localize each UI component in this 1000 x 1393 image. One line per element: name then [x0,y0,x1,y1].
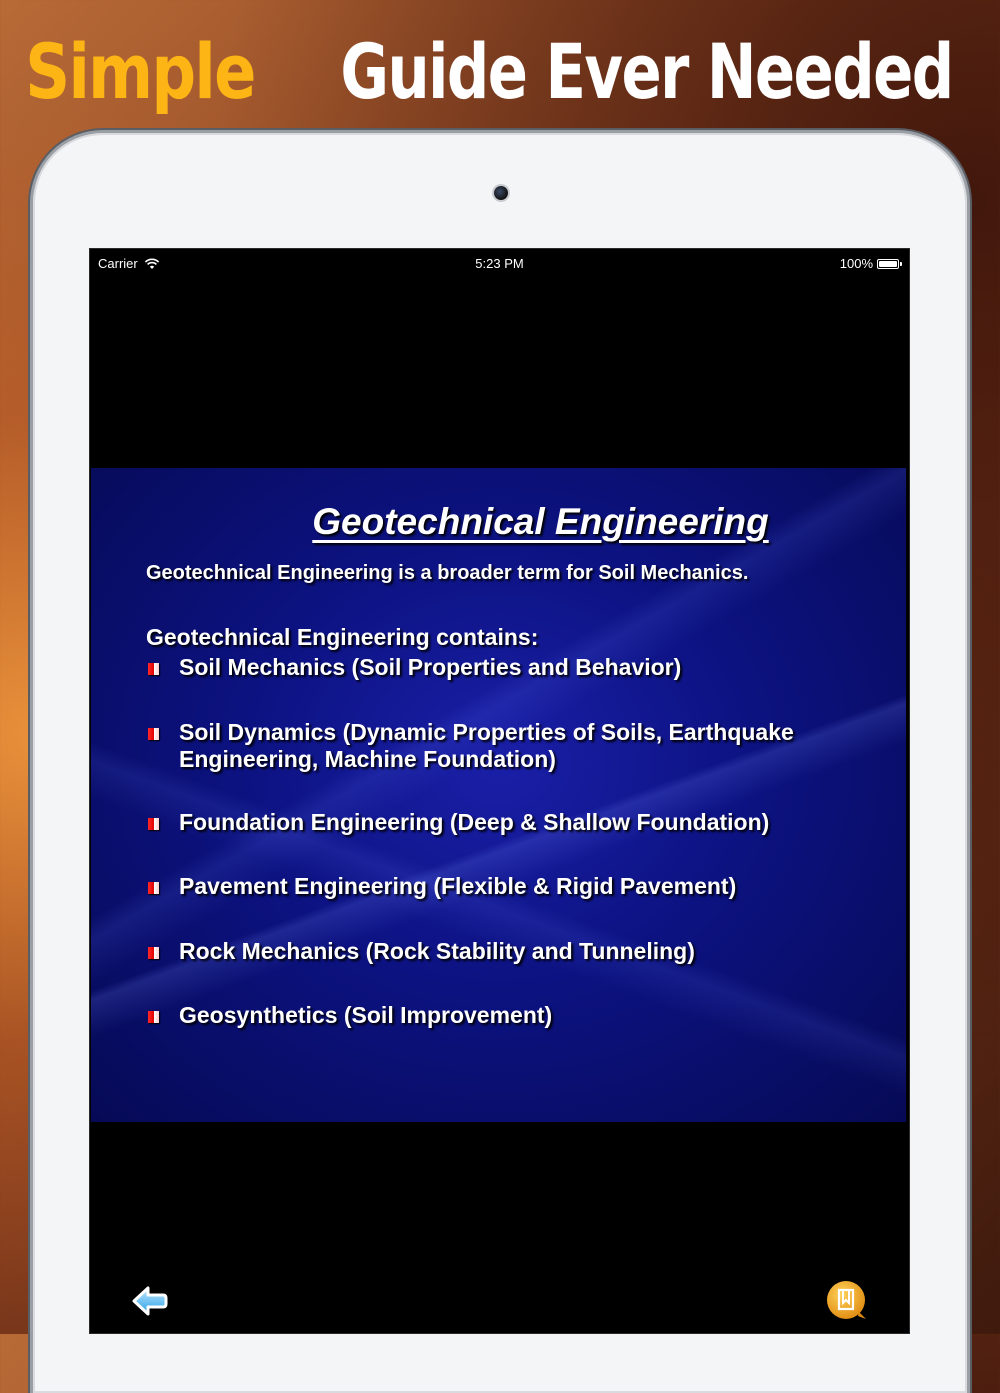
list-item [146,809,866,836]
bookmark-button[interactable] [825,1279,869,1323]
camera-icon [494,186,508,200]
promo-headline [0,22,1000,122]
list-item-text: Pavement Engineering (Flexible & Rigid Pavement) [179,873,737,899]
status-bar [90,249,909,279]
carrier-label: Carrier [98,256,138,271]
tablet-screen [89,248,910,1334]
headline-rest: Guide Ever Needed [340,27,954,116]
battery-percent: 100% [839,256,873,271]
back-arrow-icon [130,1281,170,1321]
list-item [146,938,866,965]
list-item [146,654,866,681]
list-item-text: Soil Mechanics (Soil Properties and Behavior) [179,654,682,680]
slide-title: Geotechnical Engineering [312,501,769,542]
bullet-marker-icon [148,728,159,740]
bullet-marker-icon [148,947,159,959]
status-time: 5:23 PM [475,256,524,271]
back-button[interactable] [130,1281,170,1321]
list-item [146,1002,866,1029]
slide-intro: Geotechnical Engineering is a broader term for Soil Mechanics. [146,562,749,584]
headline-accent: Simple [25,27,255,116]
bookmark-icon [825,1279,869,1323]
bullet-marker-icon [148,663,159,675]
list-item-text: Rock Mechanics (Rock Stability and Tunneling) [179,938,695,964]
list-item-text: Foundation Engineering (Deep & Shallow Foundation) [179,809,770,835]
list-item-text: Soil Dynamics (Dynamic Properties of Soils, Earthquake Engineering, Machine Foundation) [179,719,794,772]
slide-subhead: Geotechnical Engineering contains: [146,624,539,650]
slide-image [91,468,906,1122]
battery-icon [877,259,899,269]
status-right [840,256,899,271]
list-item [146,719,866,773]
bullet-marker-icon [148,882,159,894]
bullet-marker-icon [148,1011,159,1023]
bullet-marker-icon [148,818,159,830]
list-item-text: Geosynthetics (Soil Improvement) [179,1002,553,1028]
list-item [146,873,866,900]
